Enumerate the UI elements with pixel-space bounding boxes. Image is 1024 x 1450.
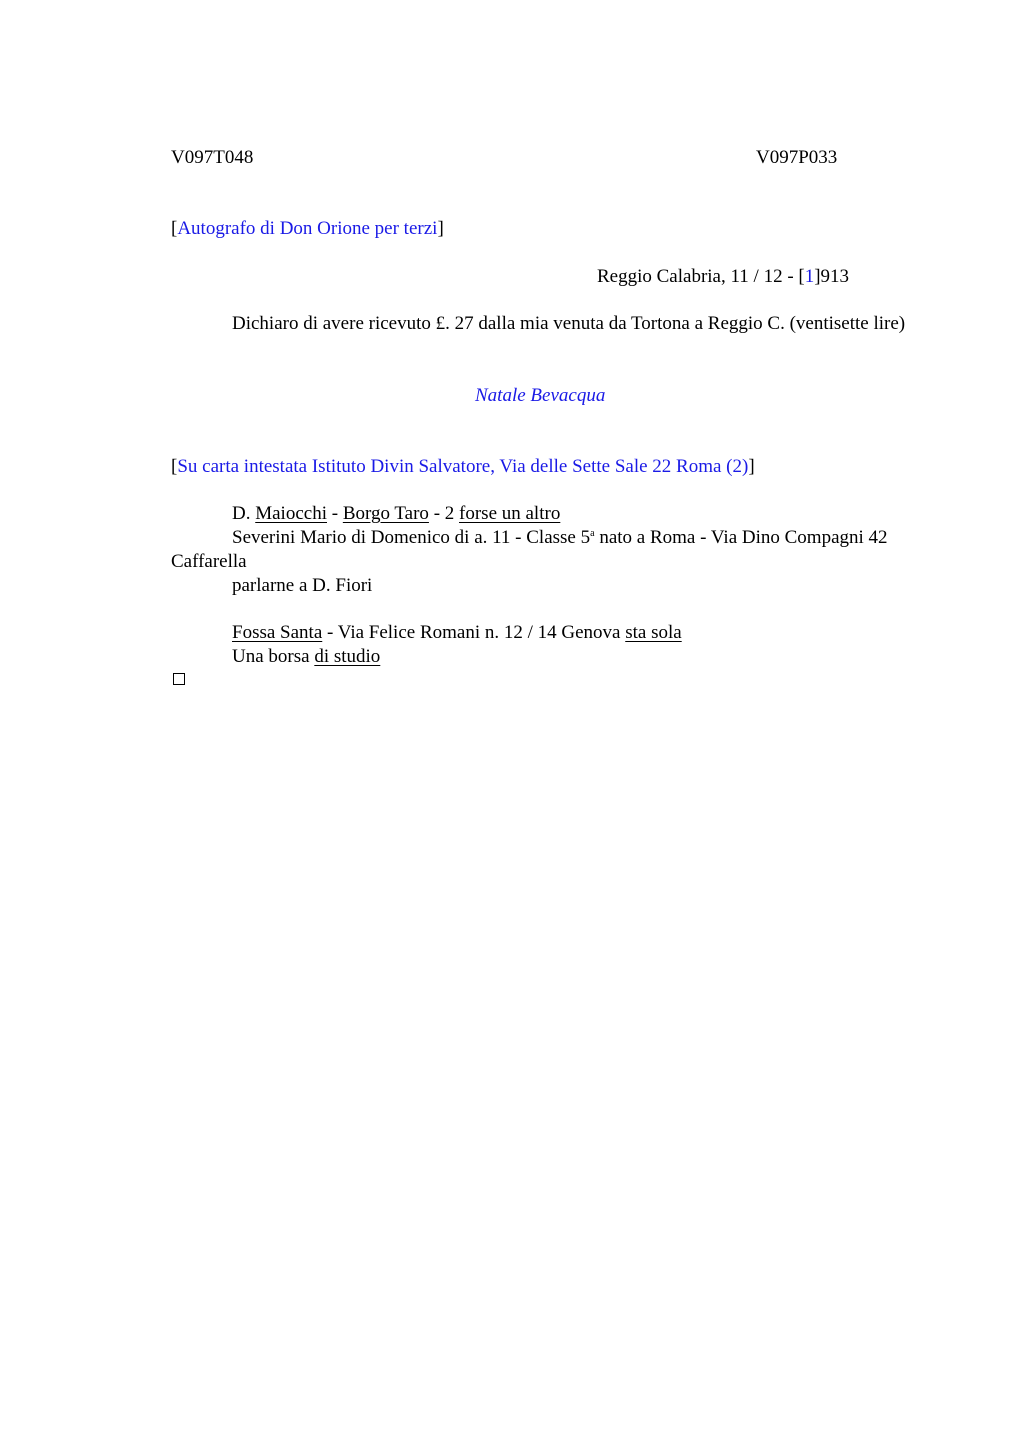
signature: Natale Bevacqua (475, 385, 606, 406)
line-text: - Via Felice Romani n. 12 / 14 Genova (322, 622, 626, 643)
note-open-bracket: [ (171, 218, 178, 239)
line-text: Severini Mario di Domenico di a. 11 - Classe 5 (232, 527, 591, 548)
note-line-maiocchi (232, 502, 560, 526)
note-text: Su carta intestata Istituto Divin Salvatore, Via delle Sette Sale 22 Roma (2) (177, 456, 749, 477)
note-line-fiori: parlarne a D. Fiori (232, 575, 373, 596)
underlined-place: Borgo Taro (342, 503, 429, 524)
date-line (597, 265, 849, 289)
end-marker-square-icon (173, 673, 185, 685)
underlined-remark: sta sola (625, 622, 682, 643)
underlined-remark: forse un altro (459, 503, 561, 524)
note-close-bracket: ] (748, 456, 755, 477)
line-text: - 2 (428, 503, 460, 524)
superscript: a (590, 528, 595, 539)
line-text: - (327, 503, 343, 524)
note-line-borsa (232, 645, 380, 669)
declaration-paragraph: Dichiaro di avere ricevuto £. 27 dalla mia venuta da Tortona a Reggio C. (ventisette lire) (232, 313, 906, 334)
editorial-note-autograph (171, 217, 444, 241)
date-bracket-digit: 1 (804, 266, 815, 287)
editorial-note-letterhead (171, 455, 755, 479)
note-text: Autografo di Don Orione per terzi (177, 218, 438, 239)
date-suffix: ]913 (814, 266, 850, 287)
line-text: Una borsa (232, 646, 315, 667)
note-open-bracket: [ (171, 456, 178, 477)
document-code-right: V097P033 (756, 147, 838, 168)
underlined-name: Maiocchi (255, 503, 327, 524)
line-text: nato a Roma - Via Dino Compagni 42 Caffarella (171, 527, 888, 572)
note-close-bracket: ] (437, 218, 444, 239)
underlined-name: Fossa Santa (232, 622, 323, 643)
line-text: D. (232, 503, 256, 524)
note-line-fossa-santa (232, 621, 682, 645)
note-line-severini (171, 526, 927, 574)
underlined-text: di studio (314, 646, 381, 667)
date-prefix: Reggio Calabria, 11 / 12 - [ (597, 266, 805, 287)
document-code-left: V097T048 (171, 147, 254, 168)
